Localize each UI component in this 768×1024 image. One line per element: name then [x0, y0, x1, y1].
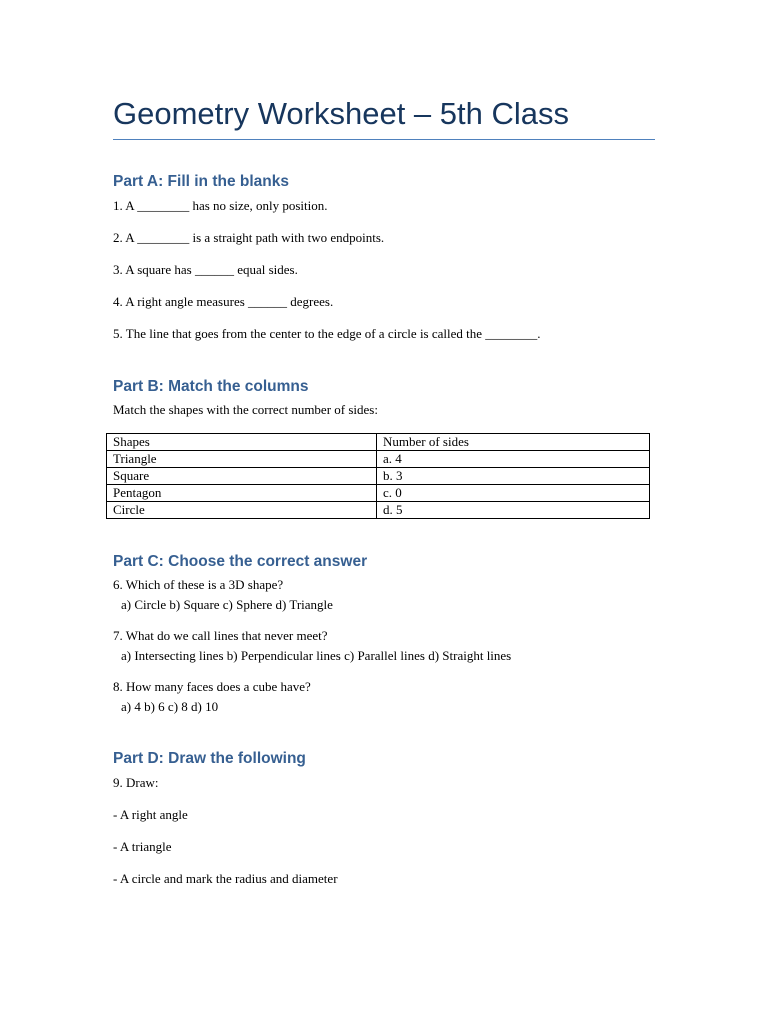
- table-row: [107, 485, 650, 502]
- draw-item-3: - A circle and mark the radius and diameter: [113, 871, 338, 886]
- question-7: 7. What do we call lines that never meet?: [113, 628, 328, 643]
- table-cell-shape: Square: [107, 468, 377, 485]
- draw-item-2: - A triangle: [113, 839, 172, 854]
- header-shapes: Shapes: [107, 434, 377, 451]
- table-cell-sides: d. 5: [377, 502, 650, 519]
- part-b-instruction: Match the shapes with the correct number of sides:: [113, 402, 378, 417]
- part-a-item-2: 2. A ________ is a straight path with two endpoints.: [113, 230, 385, 245]
- part-b-heading: Part B: Match the columns: [113, 378, 309, 395]
- question-8: 8. How many faces does a cube have?: [113, 679, 311, 694]
- table-cell-sides: c. 0: [377, 485, 650, 502]
- table-cell-sides: b. 3: [377, 468, 650, 485]
- draw-item-1: - A right angle: [113, 807, 188, 822]
- table-cell-sides: a. 4: [377, 451, 650, 468]
- table-row: [107, 468, 650, 485]
- part-a-heading: Part A: Fill in the blanks: [113, 173, 289, 190]
- question-8-options: a) 4 b) 6 c) 8 d) 10: [121, 699, 219, 714]
- page-title: Geometry Worksheet – 5th Class: [113, 96, 569, 131]
- table-header-row: [107, 434, 650, 451]
- table-cell-shape: Triangle: [107, 451, 377, 468]
- matching-table: [106, 433, 650, 519]
- question-6: 6. Which of these is a 3D shape?: [113, 577, 284, 592]
- part-a-item-3: 3. A square has ______ equal sides.: [113, 262, 298, 277]
- table-row: [107, 502, 650, 519]
- header-number-of-sides: Number of sides: [377, 434, 650, 451]
- part-d-heading: Part D: Draw the following: [113, 750, 306, 767]
- title-underline: [113, 139, 655, 140]
- table-cell-shape: Circle: [107, 502, 377, 519]
- part-a-item-1: 1. A ________ has no size, only position.: [113, 198, 328, 213]
- table-row: [107, 451, 650, 468]
- part-a-item-5: 5. The line that goes from the center to the edge of a circle is called the ________.: [113, 326, 541, 341]
- part-a-item-4: 4. A right angle measures ______ degrees.: [113, 294, 334, 309]
- part-c-heading: Part C: Choose the correct answer: [113, 553, 368, 570]
- table-cell-shape: Pentagon: [107, 485, 377, 502]
- question-6-options: a) Circle b) Square c) Sphere d) Triangle: [121, 597, 333, 612]
- question-7-options: a) Intersecting lines b) Perpendicular lines c) Parallel lines d) Straight lines: [121, 648, 512, 663]
- part-d-prompt: 9. Draw:: [113, 775, 159, 790]
